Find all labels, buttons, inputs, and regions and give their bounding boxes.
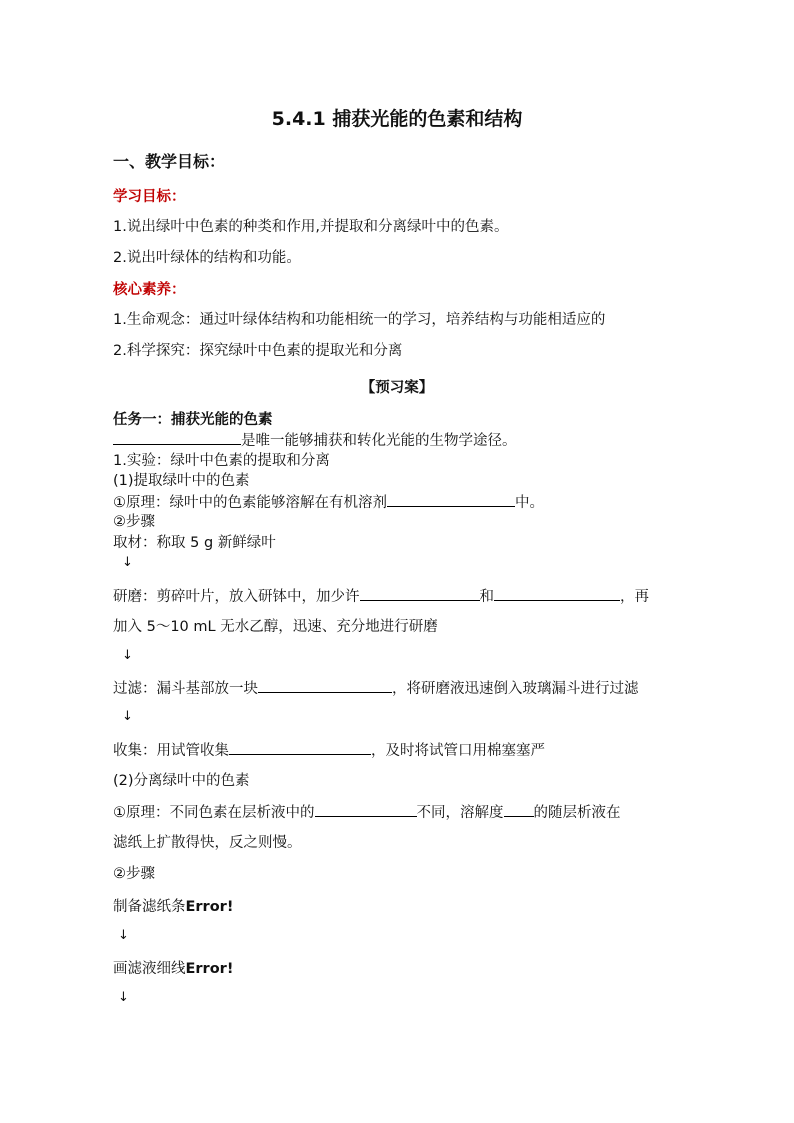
separate-principle-line2: 滤纸上扩散得快，反之则慢。 <box>113 835 302 851</box>
step-grind: 研磨：剪碎叶片，放入研钵中，加少许 和 ，再 <box>113 586 649 607</box>
steps-label-2: ②步骤 <box>113 866 155 882</box>
step-line: 画滤液细线Error! <box>113 961 234 977</box>
step-grind-line2: 加入 5～10 mL 无水乙醇，迅速、充分地进行研磨 <box>113 619 438 635</box>
learning-goal-1: 1.说出绿叶中色素的种类和作用,并提取和分离绿叶中的色素。 <box>113 219 509 235</box>
answer-blank[interactable] <box>387 492 515 507</box>
photosynthesis-line: 是唯一能够捕获和转化光能的生物学途径。 <box>113 430 517 451</box>
down-arrow-icon: ↓ <box>118 990 129 1005</box>
learning-goal-2: 2.说出叶绿体的结构和功能。 <box>113 250 301 266</box>
answer-blank[interactable] <box>258 678 392 693</box>
section-heading-objectives: 一、教学目标： <box>113 152 226 171</box>
answer-blank[interactable] <box>494 586 620 601</box>
separate-principle: ①原理：不同色素在层析液中的 不同，溶解度 的随层析液在 <box>113 802 621 823</box>
down-arrow-icon: ↓ <box>118 928 129 943</box>
separate-heading: (2)分离绿叶中的色素 <box>113 773 250 789</box>
answer-blank[interactable] <box>504 802 534 817</box>
experiment-heading: 1.实验：绿叶中色素的提取和分离 <box>113 453 330 469</box>
step-filter: 过滤：漏斗基部放一块 ，将研磨液迅速倒入玻璃漏斗进行过滤 <box>113 678 639 699</box>
core-literacy-1: 1.生命观念：通过叶绿体结构和功能相统一的学习，培养结构与功能相适应的 <box>113 312 606 328</box>
page-title: 5.4.1 捕获光能的色素和结构 <box>271 108 523 130</box>
task1-heading: 任务一：捕获光能的色素 <box>113 412 273 428</box>
answer-blank[interactable] <box>229 740 371 755</box>
error-text: Error! <box>185 899 234 915</box>
learning-goals-heading: 学习目标： <box>113 189 186 205</box>
step-paper: 制备滤纸条Error! <box>113 899 234 915</box>
step-sample: 取材：称取 5 g 新鲜绿叶 <box>113 535 276 551</box>
preview-heading: 【预习案】 <box>360 380 434 396</box>
answer-blank[interactable] <box>360 586 480 601</box>
down-arrow-icon: ↓ <box>122 555 133 570</box>
extract-principle: ①原理：绿叶中的色素能够溶解在有机溶剂 中。 <box>113 492 544 513</box>
core-literacy-2: 2.科学探究：探究绿叶中色素的提取光和分离 <box>113 343 403 359</box>
down-arrow-icon: ↓ <box>122 648 133 663</box>
down-arrow-icon: ↓ <box>122 709 133 724</box>
steps-label: ②步骤 <box>113 514 155 530</box>
answer-blank[interactable] <box>113 430 241 445</box>
step-collect: 收集：用试管收集 ，及时将试管口用棉塞塞严 <box>113 740 545 761</box>
core-literacy-heading: 核心素养： <box>113 282 186 298</box>
error-text: Error! <box>185 961 234 977</box>
answer-blank[interactable] <box>315 802 417 817</box>
extract-heading: (1)提取绿叶中的色素 <box>113 473 250 489</box>
